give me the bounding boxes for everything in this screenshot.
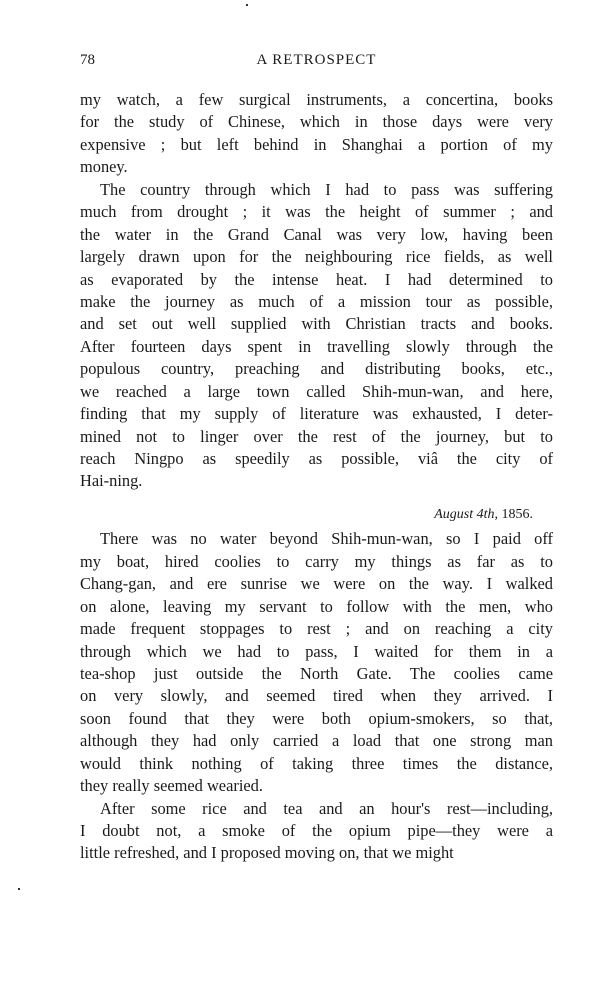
text-line: There was no water beyond Shih-mun-wan, so I paid off bbox=[100, 529, 553, 549]
text-line: I doubt not, a smoke of the opium pipe—they were a bbox=[80, 821, 553, 840]
text-line: largely drawn upon for the neighbouring rice fields, as well bbox=[80, 247, 553, 267]
text-line: finding that my supply of literature was exhausted, I deter- bbox=[80, 404, 553, 424]
text-line: The country through which I had to pass was suffering bbox=[100, 179, 553, 199]
text-line: my boat, hired coolies to carry my things as far as to bbox=[80, 551, 553, 571]
date-italic: August 4th bbox=[434, 506, 495, 522]
text-line: made frequent stoppages to rest ; and on reaching a city bbox=[80, 619, 553, 639]
text-line: although they had only carried a load that one strong man bbox=[80, 731, 553, 751]
text-block-1 bbox=[80, 89, 553, 493]
paragraph bbox=[80, 179, 553, 493]
page-number: 78 bbox=[80, 52, 95, 68]
text-line: tea-shop just outside the North Gate. The coolies came bbox=[80, 663, 553, 683]
text-line: reach Ningpo as speedily as possible, viâ the city of bbox=[80, 449, 553, 468]
text-line: and set out well supplied with Christian tracts and books. bbox=[80, 314, 553, 334]
page-header bbox=[80, 52, 553, 74]
text-line: my watch, a few surgical instruments, a concertina, books bbox=[80, 90, 553, 109]
text-line: on very slowly, and seemed tired when they arrived. I bbox=[80, 686, 553, 706]
text-line: populous country, preaching and distributing books, etc., bbox=[80, 359, 553, 379]
running-title: A RETROSPECT bbox=[256, 52, 377, 68]
text-line: little refreshed, and I proposed moving on, that we might bbox=[80, 843, 454, 863]
text-line: much from drought ; it was the height of summer ; and bbox=[80, 202, 553, 222]
scan-speck bbox=[18, 888, 20, 890]
paragraph bbox=[80, 89, 553, 179]
text-line: mined not to linger over the rest of the journey, but to bbox=[80, 426, 553, 446]
text-line: the water in the Grand Canal was very low, having been bbox=[80, 224, 553, 244]
text-block-2 bbox=[80, 528, 553, 865]
paragraph bbox=[80, 798, 553, 865]
text-line: as evaporated by the intense heat. I had determined to bbox=[80, 269, 553, 289]
text-line: we reached a large town called Shih-mun-wan, and here, bbox=[80, 381, 553, 401]
text-line: After some rice and tea and an hour's rest—including, bbox=[100, 798, 553, 818]
text-line: expensive ; but left behind in Shanghai a portion of my bbox=[80, 134, 553, 154]
date-line bbox=[80, 504, 553, 526]
text-line: they really seemed wearied. bbox=[80, 776, 263, 796]
text-line: on alone, leaving my servant to follow with the men, who bbox=[80, 596, 553, 616]
page-body bbox=[80, 89, 553, 865]
text-line: make the journey as much of a mission tour as possible, bbox=[80, 291, 553, 311]
date-year: , 1856. bbox=[494, 506, 533, 522]
scan-speck bbox=[246, 4, 248, 6]
text-line: After fourteen days spent in travelling slowly through the bbox=[80, 336, 553, 356]
text-line: soon found that they were both opium-smokers, so that, bbox=[80, 708, 553, 728]
text-line: through which we had to pass, I waited for them in a bbox=[80, 641, 553, 661]
text-line: for the study of Chinese, which in those days were very bbox=[80, 112, 553, 132]
text-line: Chang-gan, and ere sunrise we were on the way. I walked bbox=[80, 574, 553, 594]
text-line: would think nothing of taking three times the distance, bbox=[80, 753, 553, 773]
paragraph bbox=[80, 528, 553, 797]
text-line: Hai-ning. bbox=[80, 471, 143, 491]
text-line: money. bbox=[80, 157, 128, 177]
